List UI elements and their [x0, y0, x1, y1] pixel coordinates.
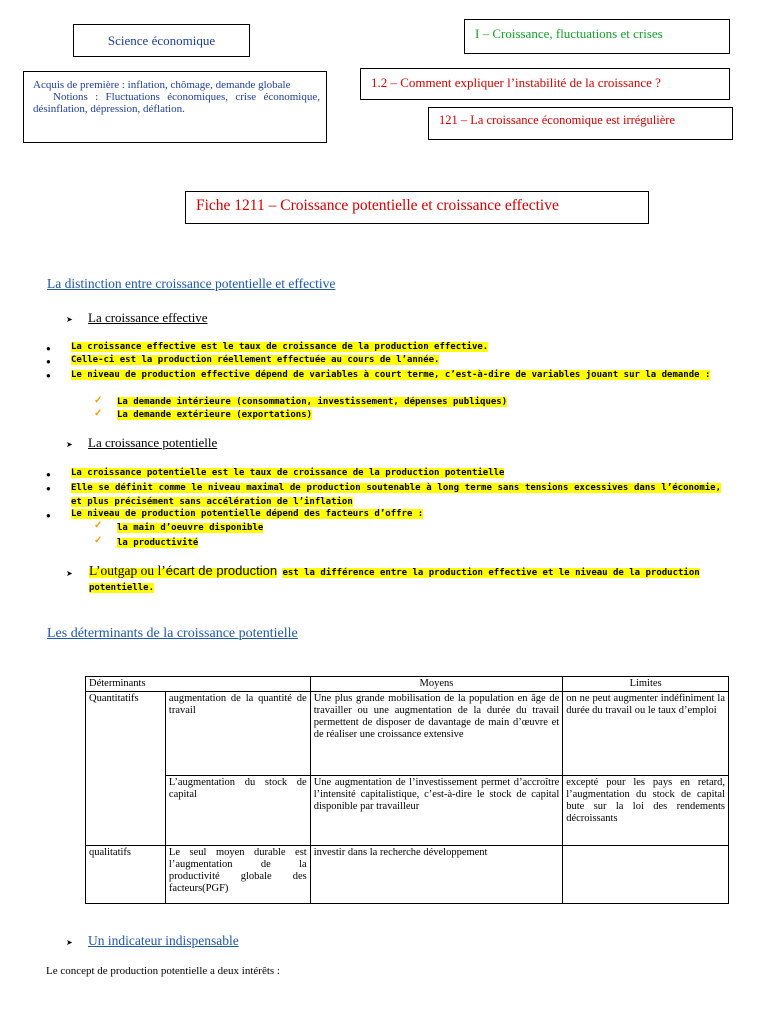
bullet-icon: ● — [46, 511, 51, 520]
notions-text: Notions : Fluctuations économiques, crise économique, désinflation, dépression, déflation. — [33, 91, 320, 115]
table-cell-limites: excepté pour les pays en retard, l’augmentation du stock de capital bute sur la loi des rendements décroissants — [563, 776, 729, 846]
bullet-icon: ● — [46, 484, 51, 493]
table-cell-moyens: Une augmentation de l’investissement permet d’accroître l’intensité capitalistique, c’est-à-dire le stock de capital disponible par travailleur — [310, 776, 563, 846]
table-row — [86, 776, 729, 846]
bullet-icon: ● — [46, 344, 51, 353]
table-header-row — [86, 677, 729, 692]
arrow-icon: ➤ — [66, 315, 73, 324]
arrow-icon: ➤ — [66, 938, 73, 947]
section-label: 121 – La croissance économique est irrégulière — [439, 113, 676, 127]
table-cell-determinant: L’augmentation du stock de capital — [165, 776, 310, 846]
potentielle-check-2: la productivité — [117, 538, 199, 548]
potentielle-bullet-2: Elle se définit comme le niveau maximal de production soutenable à long terme sans tensions excessives dans l’économie, et plus précisément sans accélération de l’inflation — [71, 483, 721, 507]
arrow-icon: ➤ — [66, 440, 73, 449]
acquis-box — [23, 71, 327, 143]
chapter-box — [360, 68, 730, 100]
bullet-icon: ● — [46, 470, 51, 479]
table-row — [86, 692, 729, 776]
potentielle-bullet-1: La croissance potentielle est le taux de croissance de la production potentielle — [71, 468, 505, 478]
potentielle-check-1: la main d’oeuvre disponible — [117, 523, 264, 533]
fiche-title-box — [185, 191, 649, 224]
section2-heading: Les déterminants de la croissance potentielle — [47, 626, 298, 641]
outgap-term: écart de production — [165, 563, 278, 578]
table-cell-limites: on ne peut augmenter indéfiniment la durée du travail ou le taux d’emploi — [563, 692, 729, 776]
bullet-icon: ● — [46, 357, 51, 366]
fiche-title: Fiche 1211 – Croissance potentielle et croissance effective — [196, 197, 559, 214]
table-cell-limites — [563, 846, 729, 904]
effective-bullet-3: Le niveau de production effective dépend de variables à court terme, c’est-à-dire de variables jouant sur la demande : — [71, 370, 711, 380]
subject-label: Science économique — [107, 32, 216, 48]
part-box — [464, 19, 730, 54]
section3-heading: Un indicateur indispensable — [88, 933, 239, 948]
table-cell-category: qualitatifs — [86, 846, 166, 904]
effective-bullet-1: La croissance effective est le taux de croissance de la production effective. — [71, 342, 489, 352]
table-cell-moyens: Une plus grande mobilisation de la population en âge de travailler ou une augmentation de la durée du travail permettent de disposer de davantage de main d’œuvre et de réaliser une croissance extensive — [310, 692, 563, 776]
table-header-determinants: Déterminants — [86, 677, 311, 692]
checkmark-icon: ✓ — [94, 395, 103, 406]
table-header-limites: Limites — [563, 677, 729, 692]
table-cell-category: Quantitatifs — [86, 692, 166, 846]
concept-text: Le concept de production potentielle a deux intérêts : — [46, 965, 280, 977]
subject-box — [73, 24, 250, 57]
table-row — [86, 846, 729, 904]
section-box — [428, 107, 733, 140]
part-label: I – Croissance, fluctuations et crises — [475, 26, 663, 41]
section1-heading: La distinction entre croissance potentielle et effective — [47, 276, 336, 291]
acquis-text: Acquis de première : inflation, chômage, demande globale — [33, 79, 291, 91]
checkmark-icon: ✓ — [94, 520, 103, 531]
table-header-moyens: Moyens — [310, 677, 563, 692]
outgap-lead: L’outgap ou l’ — [89, 563, 166, 578]
chapter-label: 1.2 – Comment expliquer l’instabilité de la croissance ? — [371, 75, 661, 90]
effective-subheading: La croissance effective — [88, 310, 208, 325]
potentielle-subheading: La croissance potentielle — [88, 435, 218, 450]
table-cell-determinant: augmentation de la quantité de travail — [165, 692, 310, 776]
table-cell-moyens: investir dans la recherche développement — [310, 846, 563, 904]
arrow-icon: ➤ — [66, 569, 73, 578]
potentielle-bullet-3: Le niveau de production potentielle dépend des facteurs d’offre : — [71, 509, 424, 519]
table-cell-determinant: Le seul moyen durable est l’augmentation de la productivité globale des facteurs(PGF) — [165, 846, 310, 904]
outgap-paragraph — [89, 563, 721, 596]
outgap-definition: est la différence entre la production effective et le niveau de la production potentielle. — [89, 568, 700, 593]
determinants-table — [85, 676, 729, 904]
effective-check-2: La demande extérieure (exportations) — [117, 410, 313, 420]
bullet-icon: ● — [46, 371, 51, 380]
effective-check-1: La demande intérieure (consommation, investissement, dépenses publiques) — [117, 397, 508, 407]
checkmark-icon: ✓ — [94, 535, 103, 546]
checkmark-icon: ✓ — [94, 408, 103, 419]
effective-bullet-2: Celle-ci est la production réellement effectuée au cours de l’année. — [71, 355, 440, 365]
